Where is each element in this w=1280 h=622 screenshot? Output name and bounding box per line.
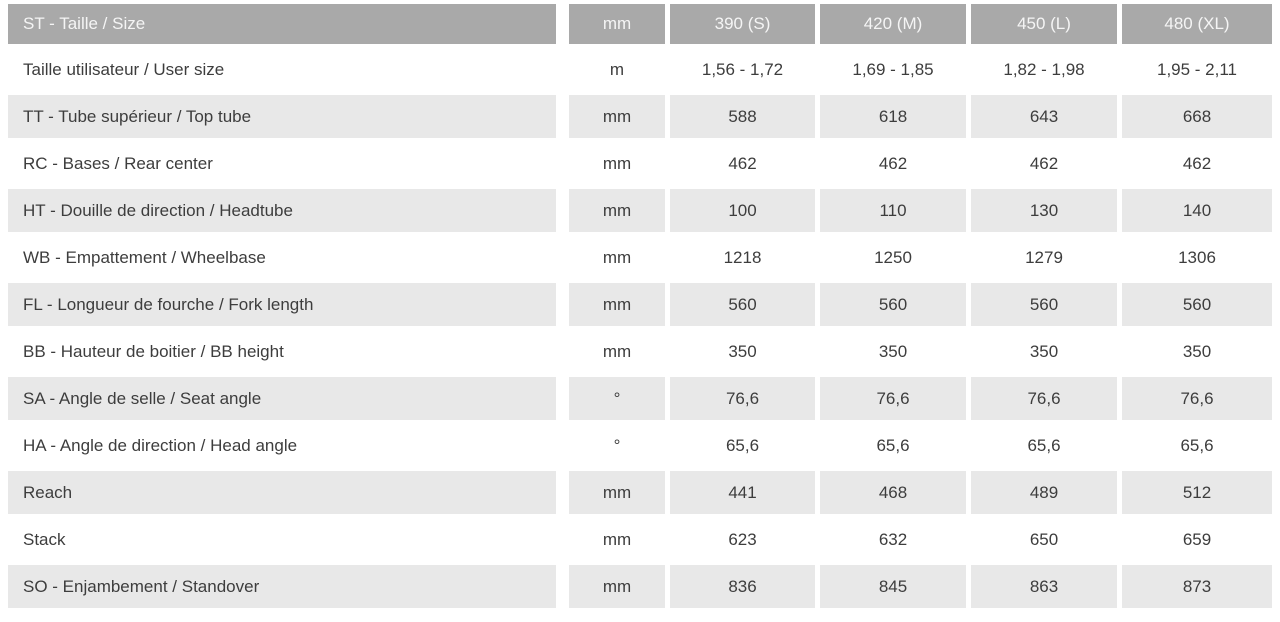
row-unit: mm <box>556 95 665 138</box>
row-value: 462 <box>966 142 1117 185</box>
row-value: 560 <box>665 283 815 326</box>
table-row <box>8 48 1272 91</box>
row-unit: mm <box>556 189 665 232</box>
row-value: 65,6 <box>665 424 815 467</box>
table-row <box>8 236 1272 279</box>
row-value: 350 <box>665 330 815 373</box>
row-unit: mm <box>556 283 665 326</box>
row-value: 1,95 - 2,11 <box>1117 48 1272 91</box>
row-value: 659 <box>1117 518 1272 561</box>
row-label: SO - Enjambement / Standover <box>8 565 556 608</box>
row-value: 76,6 <box>966 377 1117 420</box>
row-label: FL - Longueur de fourche / Fork length <box>8 283 556 326</box>
row-unit: mm <box>556 565 665 608</box>
row-unit: mm <box>556 142 665 185</box>
row-value: 65,6 <box>1117 424 1272 467</box>
row-value: 100 <box>665 189 815 232</box>
row-value: 512 <box>1117 471 1272 514</box>
row-value: 618 <box>815 95 966 138</box>
row-unit: mm <box>556 330 665 373</box>
header-size-title: ST - Taille / Size <box>8 4 556 44</box>
row-label: HA - Angle de direction / Head angle <box>8 424 556 467</box>
row-label: WB - Empattement / Wheelbase <box>8 236 556 279</box>
row-value: 65,6 <box>966 424 1117 467</box>
row-unit: ° <box>556 377 665 420</box>
row-value: 76,6 <box>665 377 815 420</box>
row-value: 650 <box>966 518 1117 561</box>
row-value: 1,82 - 1,98 <box>966 48 1117 91</box>
table-row <box>8 283 1272 326</box>
row-value: 130 <box>966 189 1117 232</box>
row-label: Reach <box>8 471 556 514</box>
row-value: 350 <box>815 330 966 373</box>
row-value: 350 <box>1117 330 1272 373</box>
row-value: 462 <box>815 142 966 185</box>
table-header-row <box>8 4 1272 44</box>
row-value: 873 <box>1117 565 1272 608</box>
table-row <box>8 95 1272 138</box>
table-row <box>8 471 1272 514</box>
header-size-450-l: 450 (L) <box>966 4 1117 44</box>
row-label: HT - Douille de direction / Headtube <box>8 189 556 232</box>
header-unit: mm <box>556 4 665 44</box>
row-unit: mm <box>556 518 665 561</box>
row-label: BB - Hauteur de boitier / BB height <box>8 330 556 373</box>
row-value: 489 <box>966 471 1117 514</box>
table-row <box>8 189 1272 232</box>
geometry-table <box>8 0 1272 612</box>
row-value: 668 <box>1117 95 1272 138</box>
table-row <box>8 565 1272 608</box>
row-value: 110 <box>815 189 966 232</box>
row-value: 560 <box>815 283 966 326</box>
row-label: RC - Bases / Rear center <box>8 142 556 185</box>
row-value: 462 <box>665 142 815 185</box>
table-row <box>8 142 1272 185</box>
row-value: 863 <box>966 565 1117 608</box>
row-value: 1,56 - 1,72 <box>665 48 815 91</box>
row-label: SA - Angle de selle / Seat angle <box>8 377 556 420</box>
header-size-420-m: 420 (M) <box>815 4 966 44</box>
row-value: 1306 <box>1117 236 1272 279</box>
row-value: 1,69 - 1,85 <box>815 48 966 91</box>
row-value: 643 <box>966 95 1117 138</box>
row-value: 462 <box>1117 142 1272 185</box>
table-row <box>8 424 1272 467</box>
row-value: 76,6 <box>1117 377 1272 420</box>
row-value: 1279 <box>966 236 1117 279</box>
table-row <box>8 377 1272 420</box>
row-value: 836 <box>665 565 815 608</box>
row-value: 845 <box>815 565 966 608</box>
row-value: 623 <box>665 518 815 561</box>
table-row <box>8 330 1272 373</box>
row-value: 560 <box>966 283 1117 326</box>
row-value: 350 <box>966 330 1117 373</box>
row-value: 560 <box>1117 283 1272 326</box>
row-value: 65,6 <box>815 424 966 467</box>
row-label: Taille utilisateur / User size <box>8 48 556 91</box>
row-value: 1218 <box>665 236 815 279</box>
row-unit: mm <box>556 236 665 279</box>
header-size-480-xl: 480 (XL) <box>1117 4 1272 44</box>
table-row <box>8 518 1272 561</box>
row-value: 441 <box>665 471 815 514</box>
row-value: 76,6 <box>815 377 966 420</box>
row-value: 1250 <box>815 236 966 279</box>
row-unit: ° <box>556 424 665 467</box>
row-unit: m <box>556 48 665 91</box>
row-value: 140 <box>1117 189 1272 232</box>
row-label: Stack <box>8 518 556 561</box>
row-value: 632 <box>815 518 966 561</box>
header-size-390-s: 390 (S) <box>665 4 815 44</box>
row-value: 468 <box>815 471 966 514</box>
row-label: TT - Tube supérieur / Top tube <box>8 95 556 138</box>
row-unit: mm <box>556 471 665 514</box>
row-value: 588 <box>665 95 815 138</box>
